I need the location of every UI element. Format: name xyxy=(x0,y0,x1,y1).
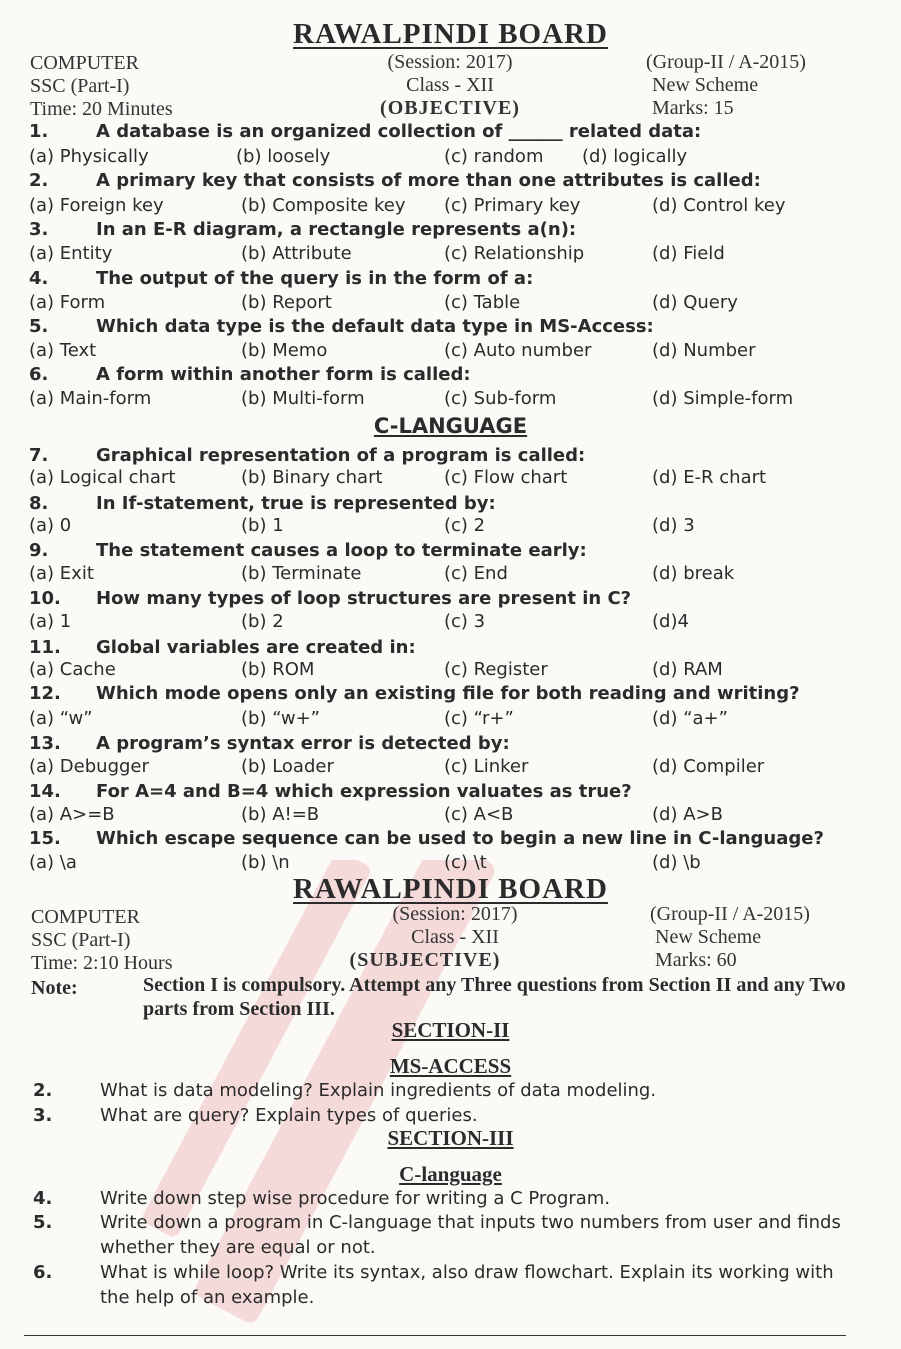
question-text: Write down step wise procedure for writing a C Program. xyxy=(100,1188,611,1209)
objective-question-7 xyxy=(29,445,585,466)
question-number: 10. xyxy=(29,588,61,609)
option-d: (d)4 xyxy=(652,611,689,632)
question-number: 6. xyxy=(33,1262,53,1283)
option-b: (b) Binary chart xyxy=(241,467,383,488)
subject-label: COMPUTER xyxy=(30,52,139,74)
board-title-objective: RAWALPINDI BOARD xyxy=(293,18,608,50)
option-d: (d) A>B xyxy=(652,804,723,825)
subjective-question-6 xyxy=(33,1262,834,1283)
option-a: (a) 1 xyxy=(29,611,72,632)
options-row-3 xyxy=(29,243,889,267)
option-c: (c) Table xyxy=(444,292,521,313)
subjective-question-3 xyxy=(33,1105,478,1126)
options-row-5 xyxy=(29,340,889,364)
options-row-1 xyxy=(29,146,889,170)
question-text: The output of the query is in the form of a: xyxy=(96,268,534,289)
option-c: (c) “r+” xyxy=(444,708,514,729)
option-c: (c) Linker xyxy=(444,756,529,777)
question-number: 13. xyxy=(29,733,61,754)
question-number: 2. xyxy=(33,1080,53,1101)
question-text: What is data modeling? Explain ingredients of data modeling. xyxy=(100,1080,657,1101)
question-number: 6. xyxy=(29,364,49,385)
option-a: (a) Logical chart xyxy=(29,467,176,488)
header-right-objective xyxy=(646,51,806,120)
option-a: (a) Text xyxy=(29,340,97,361)
option-d: (d) logically xyxy=(582,146,688,167)
scheme-label: New Scheme xyxy=(655,926,762,948)
options-row-9 xyxy=(29,563,889,587)
time-label: Time: 20 Minutes xyxy=(30,98,173,120)
objective-question-2 xyxy=(29,170,761,191)
class-label: Class - XII xyxy=(406,74,494,96)
note-text: Section I is compulsory. Attempt any Three questions from Section II and any Two parts from Section III. xyxy=(143,974,846,1020)
group-label: (Group-II / A-2015) xyxy=(646,51,806,73)
question-number: 4. xyxy=(29,268,49,289)
c-language-heading: C-LANGUAGE xyxy=(373,414,528,438)
option-b: (b) Memo xyxy=(241,340,328,361)
option-d: (d) “a+” xyxy=(652,708,728,729)
options-row-11 xyxy=(29,659,889,683)
section-ii-heading: SECTION-II xyxy=(391,1018,510,1042)
option-c: (c) Flow chart xyxy=(444,467,568,488)
objective-question-15 xyxy=(29,828,824,849)
question-text: Global variables are created in: xyxy=(96,637,416,658)
question-number: 12. xyxy=(29,683,61,704)
options-row-4 xyxy=(29,292,889,316)
option-a: (a) Entity xyxy=(29,243,113,264)
option-b: (b) A!=B xyxy=(241,804,320,825)
option-d: (d) RAM xyxy=(652,659,723,680)
header-center-objective xyxy=(300,51,600,120)
level-label: SSC (Part-I) xyxy=(31,929,131,951)
question-text: Write down a program in C-language that inputs two numbers from user and finds xyxy=(100,1212,841,1233)
option-b: (b) loosely xyxy=(236,146,331,167)
marks-label: Marks: 15 xyxy=(652,97,734,119)
option-c: (c) Primary key xyxy=(444,195,581,216)
option-c: (c) Relationship xyxy=(444,243,585,264)
time-label: Time: 2:10 Hours xyxy=(31,952,173,974)
question-number: 3. xyxy=(33,1105,53,1126)
option-c: (c) \t xyxy=(444,852,487,873)
question-number: 14. xyxy=(29,781,61,802)
objective-question-13 xyxy=(29,733,510,754)
subjective-question-2 xyxy=(33,1080,656,1101)
option-a: (a) Exit xyxy=(29,563,94,584)
option-d: (d) break xyxy=(652,563,735,584)
options-row-8 xyxy=(29,515,889,539)
option-c: (c) Auto number xyxy=(444,340,592,361)
c-language-subheading: C-language xyxy=(399,1162,502,1186)
option-c: (c) A<B xyxy=(444,804,514,825)
header-right-subjective xyxy=(650,903,810,972)
subjective-question-5-cont: whether they are equal or not. xyxy=(100,1237,376,1258)
option-a: (a) “w” xyxy=(29,708,93,729)
option-a: (a) \a xyxy=(29,852,77,873)
question-number: 9. xyxy=(29,540,49,561)
header-left-objective xyxy=(30,52,173,121)
objective-question-11 xyxy=(29,637,416,658)
objective-question-12 xyxy=(29,683,800,704)
option-a: (a) A>=B xyxy=(29,804,115,825)
ms-access-heading: MS-ACCESS xyxy=(389,1054,512,1078)
option-b: (b) Composite key xyxy=(241,195,406,216)
question-number: 15. xyxy=(29,828,61,849)
option-c: (c) Register xyxy=(444,659,548,680)
objective-question-6 xyxy=(29,364,471,385)
question-text: Which mode opens only an existing file for both reading and writing? xyxy=(96,683,800,704)
option-d: (d) \b xyxy=(652,852,701,873)
options-row-14 xyxy=(29,804,889,828)
note-label: Note: xyxy=(31,977,78,999)
question-text: A database is an organized collection of ______ related data: xyxy=(96,121,702,142)
objective-question-4 xyxy=(29,268,533,289)
board-title-subjective: RAWALPINDI BOARD xyxy=(293,873,608,905)
question-number: 5. xyxy=(33,1212,53,1233)
option-a: (a) Physically xyxy=(29,146,149,167)
question-number: 3. xyxy=(29,219,49,240)
objective-question-14 xyxy=(29,781,632,802)
option-d: (d) Query xyxy=(652,292,738,313)
bottom-rule xyxy=(24,1335,846,1336)
option-b: (b) Terminate xyxy=(241,563,362,584)
option-a: (a) Form xyxy=(29,292,106,313)
option-c: (c) End xyxy=(444,563,508,584)
option-c: (c) 3 xyxy=(444,611,486,632)
question-text: A form within another form is called: xyxy=(96,364,471,385)
question-text: In If-statement, true is represented by: xyxy=(96,493,496,514)
marks-label: Marks: 60 xyxy=(655,949,737,971)
question-text: Which data type is the default data type in MS-Access: xyxy=(96,316,654,337)
scheme-label: New Scheme xyxy=(652,74,759,96)
objective-question-8 xyxy=(29,493,496,514)
question-number: 11. xyxy=(29,637,61,658)
subjective-question-5 xyxy=(33,1212,841,1233)
option-b: (b) 2 xyxy=(241,611,284,632)
option-a: (a) Foreign key xyxy=(29,195,164,216)
question-text: What are query? Explain types of queries. xyxy=(100,1105,478,1126)
question-text: Which escape sequence can be used to begin a new line in C-language? xyxy=(96,828,824,849)
question-number: 2. xyxy=(29,170,49,191)
option-d: (d) Compiler xyxy=(652,756,765,777)
option-d: (d) Number xyxy=(652,340,756,361)
subject-label: COMPUTER xyxy=(31,906,140,928)
option-a: (a) Debugger xyxy=(29,756,149,777)
question-number: 1. xyxy=(29,121,49,142)
option-a: (a) 0 xyxy=(29,515,72,536)
question-number: 4. xyxy=(33,1188,53,1209)
question-text: What is while loop? Write its syntax, also draw flowchart. Explain its working with xyxy=(100,1262,834,1283)
question-text: The statement causes a loop to terminate early: xyxy=(96,540,587,561)
options-row-6 xyxy=(29,388,889,412)
question-number: 5. xyxy=(29,316,49,337)
paper-type-label: (SUBJECTIVE) xyxy=(349,949,501,971)
options-row-13 xyxy=(29,756,889,780)
option-d: (d) E-R chart xyxy=(652,467,767,488)
option-b: (b) Report xyxy=(241,292,332,313)
question-text: How many types of loop structures are present in C? xyxy=(96,588,632,609)
objective-question-10 xyxy=(29,588,631,609)
objective-question-1 xyxy=(29,121,701,142)
option-b: (b) ROM xyxy=(241,659,315,680)
option-b: (b) Multi-form xyxy=(241,388,365,409)
option-b: (b) Attribute xyxy=(241,243,352,264)
objective-question-3 xyxy=(29,219,576,240)
question-text: Graphical representation of a program is called: xyxy=(96,445,586,466)
header-center-subjective xyxy=(305,903,605,972)
options-row-10 xyxy=(29,611,889,635)
section-iii-heading: SECTION-III xyxy=(387,1126,514,1150)
header-left-subjective xyxy=(31,906,173,975)
options-row-7 xyxy=(29,467,889,491)
option-b: (b) \n xyxy=(241,852,290,873)
session-label: (Session: 2017) xyxy=(392,903,518,925)
question-text: A primary key that consists of more than one attributes is called: xyxy=(96,170,761,191)
question-text: A program’s syntax error is detected by: xyxy=(96,733,510,754)
options-row-12 xyxy=(29,708,889,732)
option-c: (c) random xyxy=(444,146,544,167)
option-b: (b) 1 xyxy=(241,515,284,536)
question-text: For A=4 and B=4 which expression valuates as true? xyxy=(96,781,632,802)
option-a: (a) Main-form xyxy=(29,388,152,409)
option-b: (b) Loader xyxy=(241,756,334,777)
options-row-2 xyxy=(29,195,889,219)
option-b: (b) “w+” xyxy=(241,708,321,729)
group-label: (Group-II / A-2015) xyxy=(650,903,810,925)
option-a: (a) Cache xyxy=(29,659,116,680)
option-c: (c) 2 xyxy=(444,515,486,536)
paper-type-label: (OBJECTIVE) xyxy=(380,97,520,119)
question-number: 8. xyxy=(29,493,49,514)
option-c: (c) Sub-form xyxy=(444,388,557,409)
objective-question-9 xyxy=(29,540,587,561)
class-label: Class - XII xyxy=(411,926,499,948)
option-d: (d) Field xyxy=(652,243,725,264)
option-d: (d) Control key xyxy=(652,195,786,216)
option-d: (d) 3 xyxy=(652,515,695,536)
level-label: SSC (Part-I) xyxy=(30,75,130,97)
subjective-question-6-cont: the help of an example. xyxy=(100,1287,315,1308)
session-label: (Session: 2017) xyxy=(387,51,513,73)
option-d: (d) Simple-form xyxy=(652,388,794,409)
objective-question-5 xyxy=(29,316,654,337)
question-number: 7. xyxy=(29,445,49,466)
question-text: In an E-R diagram, a rectangle represents a(n): xyxy=(96,219,577,240)
subjective-question-4 xyxy=(33,1188,610,1209)
